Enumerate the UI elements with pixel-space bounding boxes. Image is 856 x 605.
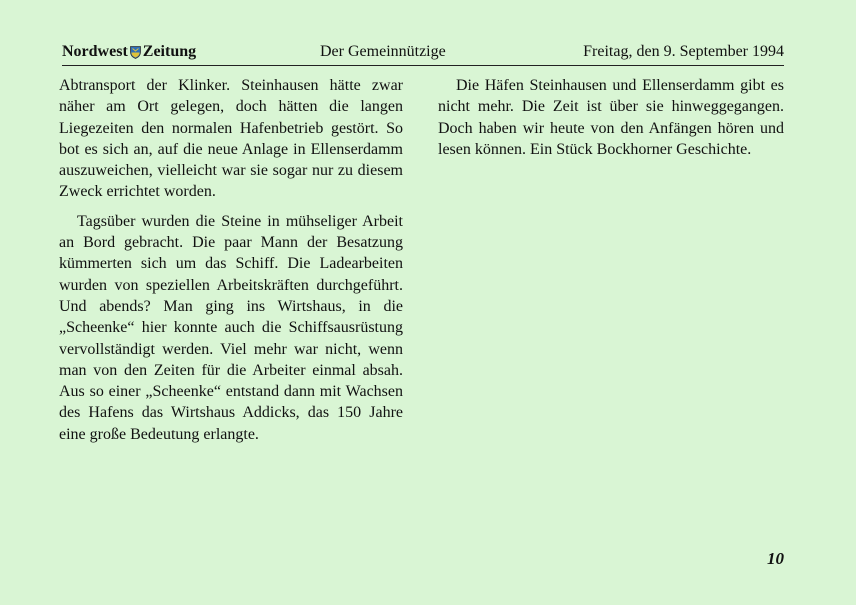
newspaper-logo — [62, 43, 196, 61]
issue-date: Freitag, den 9. September 1994 — [583, 43, 784, 60]
paragraph: Abtransport der Klinker. Steinhausen hätte zwar näher am Ort gelegen, doch hätten die langen Liegezeiten den normalen Hafenbetrieb gestört. So bot es sich an, auf die neue Anlage in Ellenserdamm auszuweichen, vielleicht war sie sogar nur zu diesem Zweck errichtet worden. — [59, 77, 403, 201]
paragraph: Tagsüber wurden die Steine in mühseliger Arbeit an Bord gebracht. Die paar Mann der Besatzung kümmerten sich um das Schiff. Die Ladearbeiten wurden von speziellen Arbeitskräften durchgeführt. Und abends? Man ging ins Wirtshaus, in die „Scheenke“ hier konnte auch die Schiffsausrüstung vervollständigt werden. Viel mehr war nicht, wenn man von den Zeiten für die Arbeiter einmal absah. Aus so einer „Scheenke“ entstand dann mit Wachsen des Hafens das Wirtshaus Addicks, das 150 Jahre eine große Bedeutung erlangte. — [59, 212, 403, 443]
page-number: 10 — [767, 549, 784, 568]
left-column — [59, 75, 403, 445]
paragraph: Die Häfen Steinhausen und Ellenserdamm gibt es nicht mehr. Die Zeit ist über sie hinweggegangen. Doch haben wir heute von den Anfängen hören und lesen können. Ein Stück Bockhorner Geschichte. — [438, 77, 784, 158]
section-title: Der Gemeinnützige — [320, 43, 446, 60]
page-header — [62, 43, 784, 66]
logo-text-right: Zeitung — [142, 43, 197, 60]
coat-of-arms-icon — [130, 46, 141, 59]
logo-text-left: Nordwest — [62, 43, 128, 60]
right-column — [438, 75, 784, 160]
